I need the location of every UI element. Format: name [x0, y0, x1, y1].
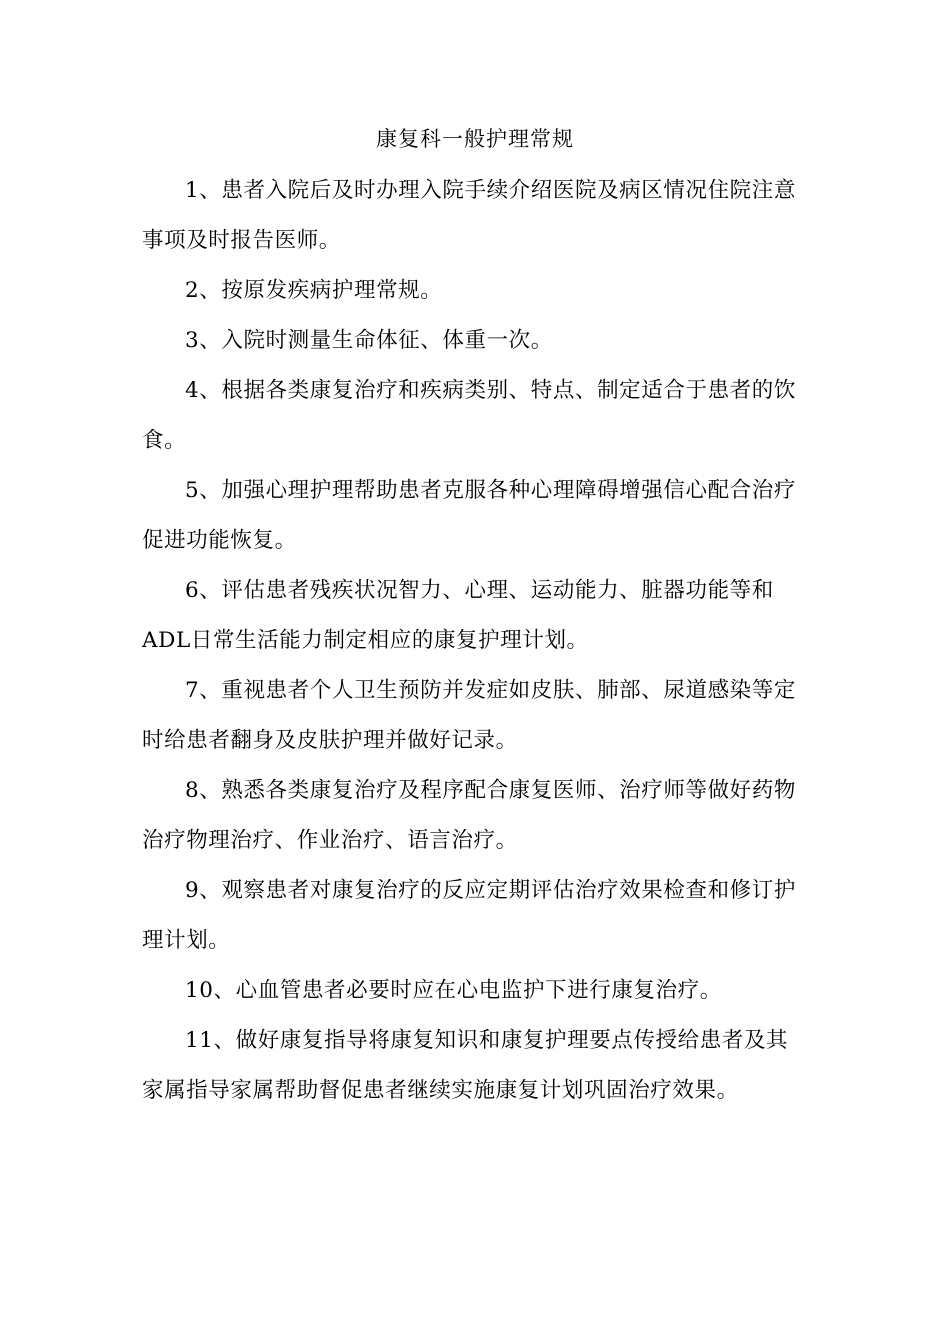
item-line: 7、重视患者个人卫生预防并发症如皮肤、肺部、尿道感染等定 — [185, 678, 796, 703]
item-line: 治疗物理治疗、作业治疗、语言治疗。 — [142, 828, 518, 853]
item-line: 理计划。 — [142, 928, 231, 953]
item-line: 2、按原发疾病护理常规。 — [185, 278, 443, 303]
item-line: 8、熟悉各类康复治疗及程序配合康复医师、治疗师等做好药物 — [185, 778, 796, 803]
item-line: 3、入院时测量生命体征、体重一次。 — [185, 328, 553, 353]
item-line: 家属指导家属帮助督促患者继续实施康复计划巩固治疗效果。 — [142, 1078, 739, 1103]
item-line: 事项及时报告医师。 — [142, 228, 341, 253]
list-item — [142, 976, 804, 1006]
list-item — [142, 676, 804, 756]
item-line: 11、做好康复指导将康复知识和康复护理要点传授给患者及其 — [185, 1028, 789, 1053]
item-line: 促进功能恢复。 — [142, 528, 297, 553]
document-body — [142, 176, 804, 1126]
item-line: 4、根据各类康复治疗和疾病类别、特点、制定适合于患者的饮 — [185, 378, 796, 403]
list-item — [142, 876, 804, 956]
list-item — [142, 476, 804, 556]
list-item — [142, 176, 804, 256]
item-line: 6、评估患者残疾状况智力、心理、运动能力、脏器功能等和 — [185, 578, 774, 603]
item-line: 时给患者翻身及皮肤护理并做好记录。 — [142, 728, 518, 753]
list-item — [142, 776, 804, 856]
item-line: 5、加强心理护理帮助患者克服各种心理障碍增强信心配合治疗 — [185, 478, 796, 503]
item-line: 食。 — [142, 428, 187, 453]
item-line: ADL日常生活能力制定相应的康复护理计划。 — [142, 628, 589, 653]
item-line: 10、心血管患者必要时应在心电监护下进行康复治疗。 — [185, 978, 722, 1003]
list-item — [142, 376, 804, 456]
list-item — [142, 576, 804, 656]
item-line: 9、观察患者对康复治疗的反应定期评估治疗效果检查和修订护 — [185, 878, 796, 903]
item-line: 1、患者入院后及时办理入院手续介绍医院及病区情况住院注意 — [185, 178, 796, 203]
list-item — [142, 1026, 804, 1106]
document-title: 康复科一般护理常规 — [376, 127, 574, 151]
list-item — [142, 326, 804, 356]
list-item — [142, 276, 804, 306]
